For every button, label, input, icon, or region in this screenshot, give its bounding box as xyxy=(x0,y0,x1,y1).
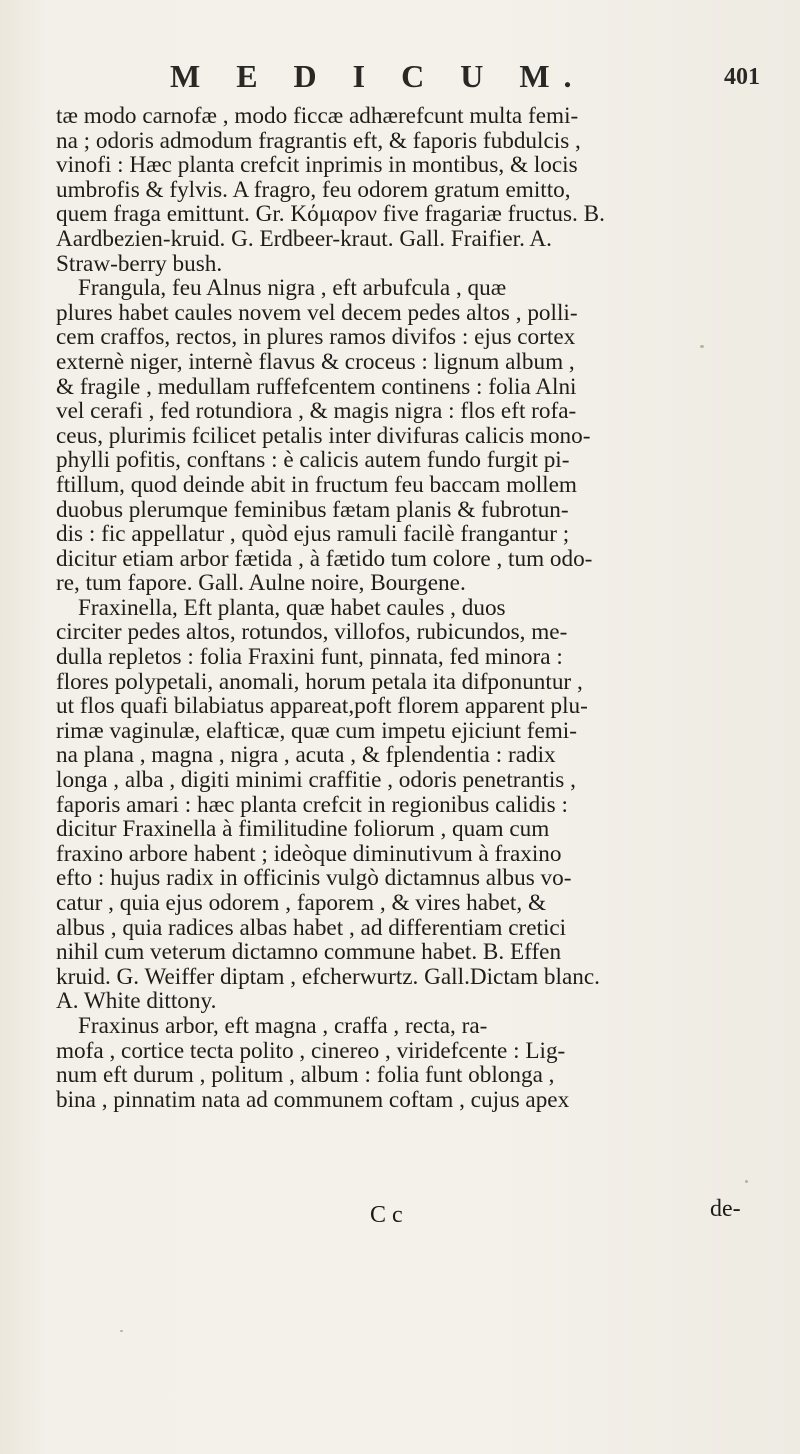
text-line: Fraxinus arbor, eft magna , craffa , recta, ra- xyxy=(78,1012,488,1039)
text-line: A. White dittony. xyxy=(56,988,217,1015)
text-line: dicitur Fraxinella à fimilitudine foliorum , quam cum xyxy=(56,816,550,843)
text-line: circiter pedes altos, rotundos, villofos, rubicundos, me- xyxy=(56,619,568,646)
catchword: de- xyxy=(710,1196,741,1222)
text-line: efto : hujus radix in officinis vulgò dictamnus albus vo- xyxy=(56,865,572,892)
paper-speck xyxy=(120,1330,123,1332)
text-line: ftillum, quod deinde abit in fructum feu baccam mollem xyxy=(56,471,577,498)
text-line: fraxino arbore habent ; ideòque diminutivum à fraxino xyxy=(56,840,562,867)
text-line: plures habet caules novem vel decem pedes altos , polli- xyxy=(56,299,578,326)
text-line: kruid. G. Weiffer diptam , efcherwurtz. Gall.Dictam blanc. xyxy=(56,963,600,990)
text-line: longa , alba , digiti minimi craffitie , odoris penetrantis , xyxy=(56,767,576,794)
text-line: duobus plerumque feminibus fætam planis & fubrotun- xyxy=(56,496,569,523)
text-line: Aardbezien-kruid. G. Erdbeer-kraut. Gall. Fraifier. A. xyxy=(56,225,552,252)
paper-speck xyxy=(700,345,704,348)
text-line: num eft durum , politum , album : folia funt oblonga , xyxy=(56,1062,555,1089)
text-line: vinofi : Hæc planta crefcit inprimis in montibus, & locis xyxy=(56,152,578,179)
signature-mark: C c xyxy=(370,1202,403,1228)
text-line: nihil cum veterum dictamno commune habet. B. Effen xyxy=(56,939,562,966)
text-line: catur , quia ejus odorem , faporem , & vires habet, & xyxy=(56,890,547,916)
text-line: dulla repletos : folia Fraxini funt, pinnata, fed minora : xyxy=(56,644,563,671)
text-line: faporis amari : hæc planta crefcit in regionibus calidis : xyxy=(56,791,568,818)
paper-speck xyxy=(745,1180,748,1183)
text-line: vel cerafi , fed rotundiora , & magis nigra : flos eft rofa- xyxy=(56,398,577,425)
text-line: & fragile , medullam ruffefcentem continens : folia Alni xyxy=(56,373,577,400)
running-title: M E D I C U M. xyxy=(170,58,586,94)
text-line: externè niger, internè flavus & croceus : lignum album , xyxy=(56,348,575,375)
text-line: Frangula, feu Alnus nigra , eft arbufcula , quæ xyxy=(78,275,507,302)
text-line: mofa , cortice tecta polito , cinereo , viridefcente : Lig- xyxy=(56,1037,566,1064)
page-header xyxy=(60,58,760,102)
text-line: cem craffos, rectos, in plures ramos divifos : ejus cortex xyxy=(56,324,576,351)
text-line: quem fraga emittunt. Gr. Κόμαρον five fragariæ fructus. B. xyxy=(56,201,605,228)
text-line: rimæ vaginulæ, elafticæ, quæ cum impetu ejiciunt femi- xyxy=(56,717,577,744)
text-line: re, tum fapore. Gall. Aulne noire, Bourgene. xyxy=(56,570,466,597)
text-line: tæ modo carnofæ , modo ficcæ adhærefcunt multa femi- xyxy=(56,103,579,129)
text-line: albus , quia radices albas habet , ad differentiam cretici xyxy=(56,914,567,941)
body-text xyxy=(56,104,796,1112)
text-line: dis : fic appellatur , quòd ejus ramuli facilè frangantur ; xyxy=(56,521,570,548)
text-line: Fraxinella, Eft planta, quæ habet caules , duos xyxy=(78,594,506,621)
text-line: na plana , magna , nigra , acuta , & fplendentia : radix xyxy=(56,742,556,769)
text-line: phylli pofitis, conftans : è calicis autem fundo furgit pi- xyxy=(56,447,570,474)
text-line: ceus, plurimis fcilicet petalis inter divifuras calicis mono- xyxy=(56,422,591,449)
page-number: 401 xyxy=(724,64,760,90)
text-line: flores polypetali, anomali, horum petala ita difponuntur , xyxy=(56,668,583,695)
text-line: Straw-berry bush. xyxy=(56,250,223,277)
text-line: bina , pinnatim nata ad communem coftam , cujus apex xyxy=(56,1086,570,1113)
text-line: ut flos quafi bilabiatus appareat,poft florem apparent plu- xyxy=(56,693,588,720)
text-line: umbrofis & fylvis. A fragro, feu odorem gratum emitto, xyxy=(56,176,571,203)
text-line: na ; odoris admodum fragrantis eft, & faporis fubdulcis , xyxy=(56,127,581,154)
text-line: dicitur etiam arbor fætida , à fætido tum colore , tum odo- xyxy=(56,545,593,572)
